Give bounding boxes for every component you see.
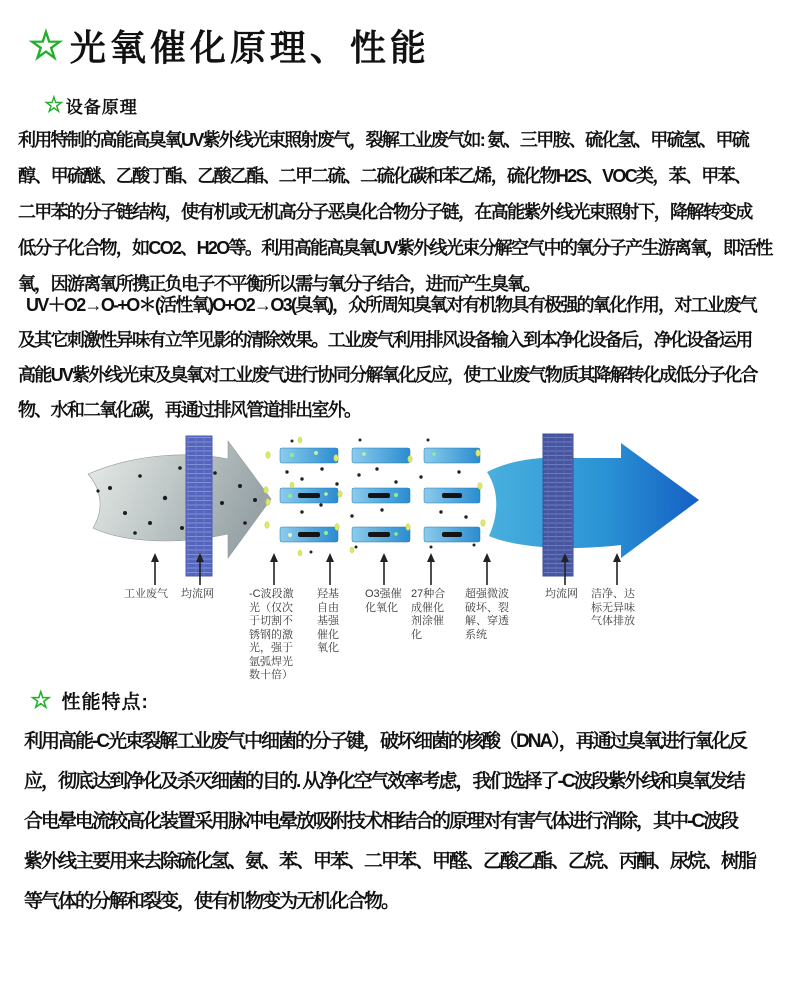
up-arrow-icon (326, 553, 334, 585)
features-paragraph (24, 722, 755, 922)
diagram-label-microwave: 超强微波破坏、裂解、穿透系统 (465, 588, 509, 641)
section-heading-features (30, 686, 149, 715)
paragraph-line: 醇、甲硫醚、乙酸丁酯、乙酸乙酯、二甲二硫、二硫化碳和苯乙烯，硫化物H2S、VOC类，苯、甲苯、 (18, 166, 751, 186)
paragraph-line: 利用高能-C光束裂解工业废气中细菌的分子键，破坏细菌的核酸（DNA），再通过臭氧进行氧化反 (24, 731, 746, 752)
principle-paragraph-2 (18, 288, 757, 428)
diagram-label-clean-gas: 洁净、达标无异味气体排放 (591, 588, 635, 627)
clean-gas-arrow (487, 443, 699, 558)
mesh-screen-1 (186, 436, 212, 576)
page-header (28, 20, 430, 71)
paragraph-line: 低分子化合物，如CO2、H2O等。利用高能高臭氧UV紫外线光束分解空气中的氧分子产生游离氧，即活性 (18, 238, 772, 258)
diagram-label-c-band-light: -C波段激光（仅次于切割不锈钢的激光，强于氩弧焊光数十倍） (249, 588, 294, 681)
uv-lamp (280, 448, 338, 463)
paragraph-line: UV＋O2→O-+O＊(活性氧)O+O2→O3(臭氧)，众所周知臭氧对有机物具有极强的氧化作用，对工业废气 (26, 295, 756, 315)
principle-paragraph-1 (18, 122, 772, 302)
process-diagram-graphic (0, 428, 800, 588)
page-title: 光氧催化原理、性能 (69, 28, 430, 68)
star-icon: ☆ (30, 687, 52, 714)
waste-gas-arrow (88, 441, 271, 558)
star-icon: ☆ (28, 23, 64, 68)
diagram-label-waste-gas: 工业废气 (124, 588, 168, 600)
paragraph-line: 应，彻底达到净化及杀灭细菌的目的. 从净化空气效率考虑，我们选择了-C波段紫外线和臭氧发结 (24, 771, 744, 792)
section-heading-principle (44, 92, 138, 118)
section-heading-label: 性能特点: (61, 692, 149, 713)
uv-lamp (424, 527, 480, 542)
diagram-label-o3: O3强催化氧化 (365, 588, 402, 614)
uv-lamp (352, 448, 410, 463)
paragraph-line: 二甲苯的分子链结构，使有机或无机高分子恶臭化合物分子链，在高能紫外线光束照射下，降解转变成 (18, 202, 752, 222)
paragraph-line: 及其它刺激性异味有立竿见影的清除效果。工业废气利用排风设备输入到本净化设备后，净化设备运用 (18, 330, 752, 350)
diagram-label-hydroxyl: 羟基自由基强催化氧化 (317, 588, 339, 654)
paragraph-line: 高能UV紫外线光束及臭氧对工业废气进行协同分解氧化反应，使工业废气物质其降解转化成低分子化合 (18, 365, 757, 385)
uv-lamp (352, 488, 410, 503)
paragraph-line: 等气体的分解和裂变，使有机物变为无机化合物。 (24, 891, 399, 912)
paragraph-line: 物、水和二氧化碳，再通过排风管道排出室外。 (18, 400, 361, 420)
uv-lamp-bank (280, 448, 480, 542)
paragraph-line: 合电晕电流较高化装置采用脉冲电晕放吸附技术相结合的原理对有害气体进行消除，其中-C波段 (24, 811, 738, 832)
up-arrow-icon (380, 553, 388, 585)
up-arrow-icon (613, 553, 621, 585)
star-icon: ☆ (44, 92, 64, 117)
up-arrow-icon (151, 553, 159, 585)
mesh-screen-2 (543, 434, 573, 576)
paragraph-line: 紫外线主要用来去除硫化氢、氨、苯、甲苯、二甲苯、甲醛、乙酸乙酯、乙烷、丙酮、尿烷、树脂 (24, 851, 756, 872)
up-arrow-icon (270, 553, 278, 585)
uv-lamp (352, 527, 410, 542)
paragraph-line: 氧，因游离氧所携正负电子不平衡所以需与氧分子结合，进而产生臭氧。 (18, 274, 540, 294)
uv-lamp (424, 488, 480, 503)
up-arrow-icon (483, 553, 491, 585)
process-diagram (0, 428, 800, 692)
section-heading-label: 设备原理 (65, 97, 138, 117)
uv-lamp (280, 527, 338, 542)
uv-lamp (424, 448, 480, 463)
diagram-label-catalyst: 27种合成催化剂涂催化 (411, 588, 446, 641)
diagram-label-mesh-2: 均流网 (545, 588, 578, 600)
paragraph-line: 利用特制的高能高臭氧UV紫外线光束照射废气，裂解工业废气如: 氨、三甲胺、硫化氢、甲硫氢、甲硫 (18, 130, 749, 150)
uv-lamp (280, 488, 338, 503)
diagram-label-mesh-1: 均流网 (181, 588, 214, 600)
up-arrow-icon (427, 553, 435, 585)
